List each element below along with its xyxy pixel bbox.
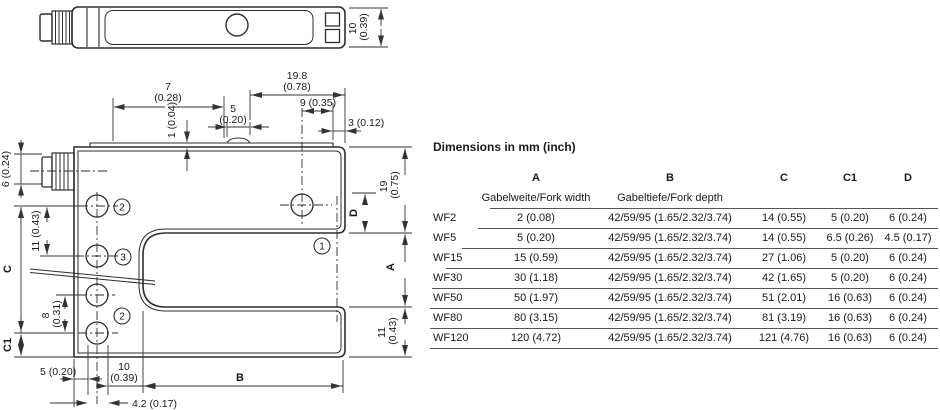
cell-c: 14 (0.55)	[761, 232, 807, 244]
dim-11-left: 11 (0.43)	[30, 210, 42, 252]
cell-b: 42/59/95 (1.65/2.32/3.74)	[608, 332, 732, 344]
cell-d: 6 (0.24)	[889, 332, 927, 344]
col-header-A: A	[532, 172, 540, 184]
cell-a: 2 (0.08)	[517, 212, 555, 224]
cell-c: 121 (4.76)	[758, 332, 810, 344]
dim-19-8-mm: 19.8	[286, 70, 308, 82]
cell-a: 80 (3.15)	[513, 312, 559, 324]
dim-B: B	[236, 372, 244, 384]
dim-topview-height: 10 (0.39)	[347, 13, 370, 41]
cell-c1: 5 (0.20)	[831, 252, 869, 264]
cell-b: 42/59/95 (1.65/2.32/3.74)	[608, 212, 732, 224]
cell-b: 42/59/95 (1.65/2.32/3.74)	[608, 312, 732, 324]
callout-2b: 2	[119, 311, 125, 323]
table-rule	[430, 308, 938, 309]
break-lines	[30, 269, 155, 285]
cell-d: 6 (0.24)	[889, 312, 927, 324]
cell-c1: 5 (0.20)	[831, 212, 869, 224]
connector-side-icon	[40, 11, 72, 44]
dim-C1: C1	[2, 337, 14, 353]
cell-c: 51 (2.01)	[761, 292, 807, 304]
cell-c1: 16 (0.63)	[827, 292, 873, 304]
dim-3: 3 (0.12)	[348, 117, 385, 129]
col-header-C1: C1	[842, 172, 858, 184]
dim-5-bottom: 5 (0.20)	[40, 366, 77, 378]
col-header-B: B	[666, 172, 674, 184]
technical-drawing	[0, 0, 430, 410]
cell-a: 30 (1.18)	[513, 272, 559, 284]
table-title: Dimensions in mm (inch)	[433, 140, 576, 154]
dim-10-bottom-mm: 10	[118, 361, 130, 373]
optic-dome	[227, 138, 250, 143]
connector-front-icon	[42, 153, 74, 190]
row-label: WF120	[433, 332, 469, 344]
adjustment-button-icon	[226, 14, 248, 36]
col-header-D: D	[904, 172, 912, 184]
table-rule	[478, 228, 938, 229]
row-label: WF5	[433, 232, 457, 244]
fork-body-outline	[74, 147, 345, 357]
cell-d: 6 (0.24)	[889, 272, 927, 284]
dim-1: 1 (0.04)	[166, 101, 178, 139]
dim-19-8-inch: (0.78)	[283, 81, 311, 93]
callout-2: 2	[119, 202, 125, 214]
col-header-C: C	[780, 172, 788, 184]
dim-7-inch: (0.28)	[154, 92, 182, 104]
row-label: WF15	[433, 252, 463, 264]
callout-3: 3	[120, 252, 126, 264]
cell-b: 42/59/95 (1.65/2.32/3.74)	[608, 272, 732, 284]
led-indicator-icon	[326, 30, 340, 43]
cell-a: 5 (0.20)	[517, 232, 555, 244]
table-rule	[430, 328, 938, 329]
subheader-fork-depth: Gabeltiefe/Fork depth	[617, 192, 723, 204]
dimension-table	[430, 140, 938, 370]
cell-a: 50 (1.97)	[513, 292, 559, 304]
cell-d: 4.5 (0.17)	[884, 232, 932, 244]
dim-19: 19 (0.75)	[378, 171, 401, 199]
row-label: WF50	[433, 292, 463, 304]
cell-d: 6 (0.24)	[889, 212, 927, 224]
cell-b: 42/59/95 (1.65/2.32/3.74)	[608, 232, 732, 244]
cell-c1: 6.5 (0.26)	[826, 232, 874, 244]
cell-b: 42/59/95 (1.65/2.32/3.74)	[608, 292, 732, 304]
dim-6: 6 (0.24)	[0, 150, 12, 188]
dim-11-right: 11 (0.43)	[376, 317, 399, 345]
dim-5-top-inch: (0.20)	[219, 114, 247, 126]
cell-c: 14 (0.55)	[761, 212, 807, 224]
dim-A: A	[385, 263, 397, 271]
table-rule	[446, 268, 938, 269]
cell-d: 6 (0.24)	[889, 292, 927, 304]
cell-c: 81 (3.19)	[761, 312, 807, 324]
cell-c: 42 (1.65)	[761, 272, 807, 284]
cell-c1: 16 (0.63)	[827, 332, 873, 344]
dim-10-bottom-inch: (0.39)	[110, 372, 138, 384]
cell-c1: 16 (0.63)	[827, 312, 873, 324]
cell-d: 6 (0.24)	[889, 252, 927, 264]
dim-D: D	[348, 209, 360, 217]
table-rule	[490, 208, 938, 209]
dim-4-2: 4.2 (0.17)	[132, 398, 177, 410]
callout-1: 1	[319, 241, 325, 253]
dim-7-mm: 7	[165, 81, 171, 93]
subheader-fork-width: Gabelweite/Fork width	[481, 192, 591, 204]
dim-C: C	[2, 265, 14, 273]
dim-5-top-mm: 5	[230, 103, 236, 115]
row-label: WF80	[433, 312, 463, 324]
cell-a: 120 (4.72)	[510, 332, 562, 344]
top-view-drawing	[40, 7, 388, 48]
cell-b: 42/59/95 (1.65/2.32/3.74)	[608, 252, 732, 264]
table-rule	[430, 348, 938, 349]
cell-c1: 5 (0.20)	[831, 272, 869, 284]
center-lines	[75, 108, 337, 404]
dim-8: 8 (0.31)	[40, 300, 63, 328]
dim-9: 9 (0.35)	[299, 97, 337, 109]
led-indicator-icon	[326, 13, 340, 26]
table-rule	[462, 248, 938, 249]
row-label: WF2	[433, 212, 457, 224]
row-label: WF30	[433, 272, 463, 284]
table-rule	[432, 288, 938, 289]
front-view-drawing	[0, 70, 412, 410]
cell-c: 27 (1.06)	[761, 252, 807, 264]
table-grid	[430, 168, 938, 348]
cell-a: 15 (0.59)	[513, 252, 559, 264]
